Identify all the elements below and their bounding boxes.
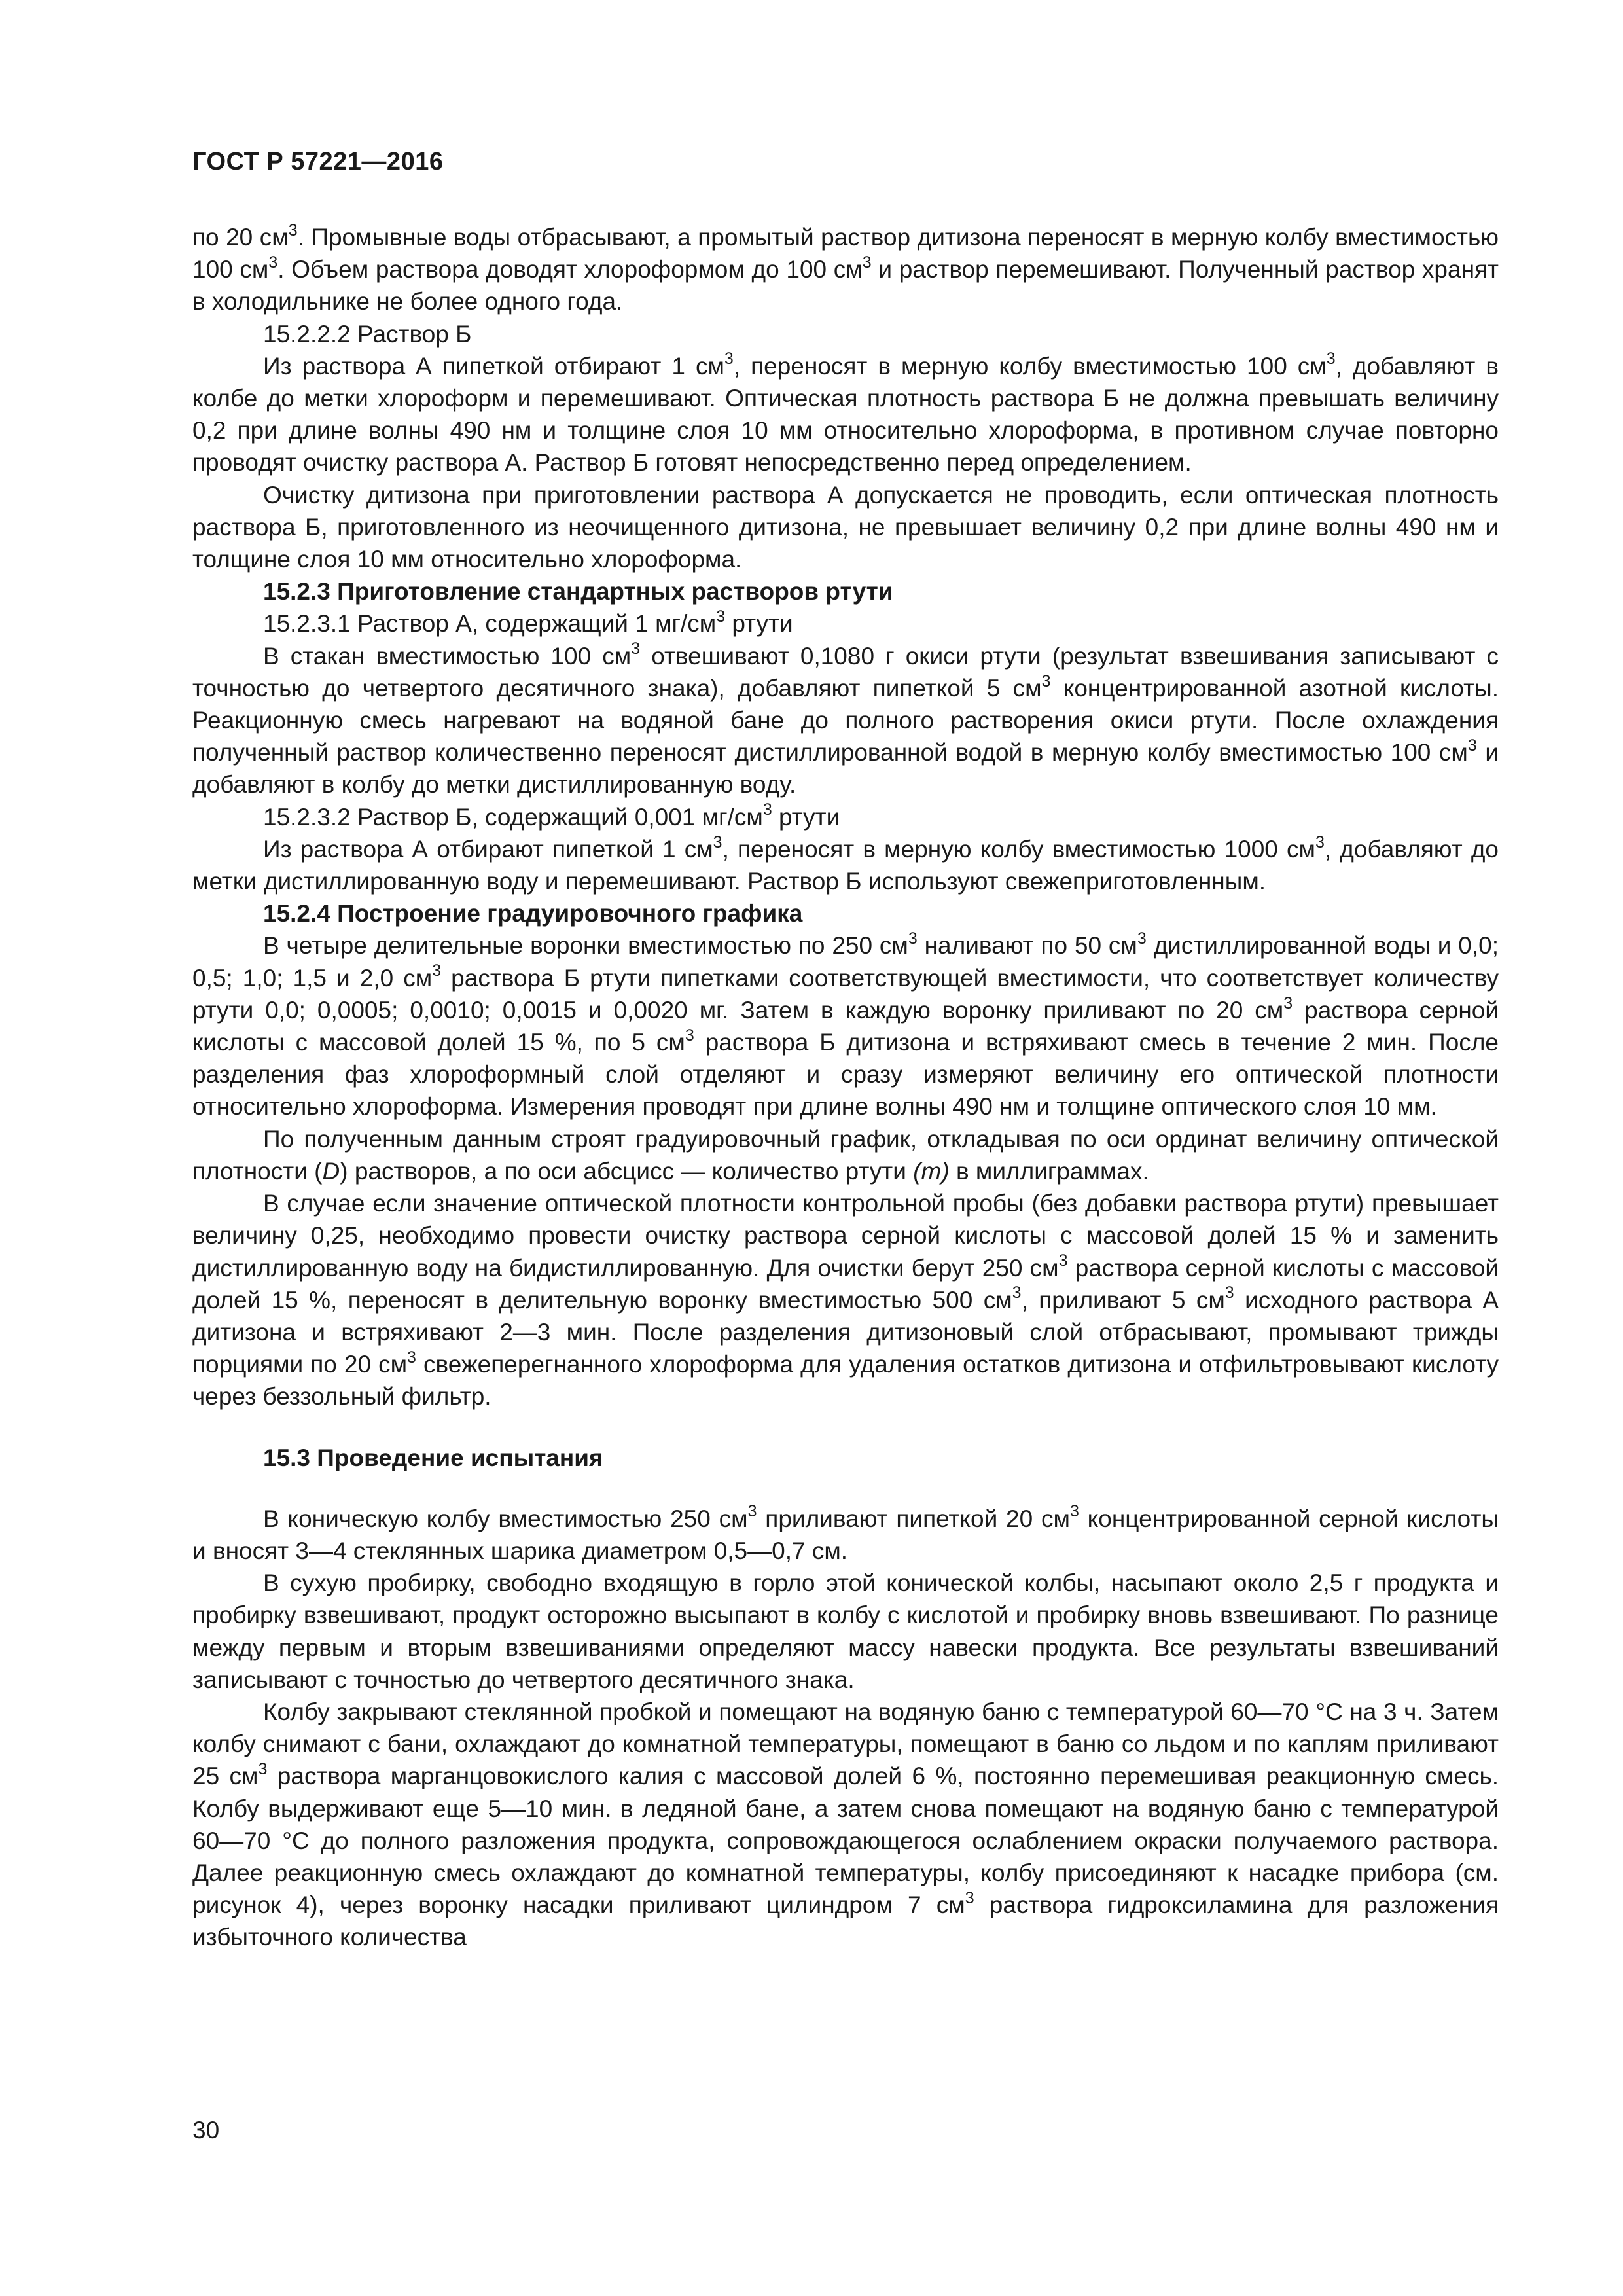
paragraph: 15.2.3.1 Раствор А, содержащий 1 $мг/см^3$ ртути [263, 607, 793, 637]
paragraph: По полученным данным строят градуировочный график, откладывая по оси ординат величину оптической плотности (D) растворов, а по оси абсцисс — количество ртути (m) в миллиграммах. [192, 1125, 1499, 1185]
paragraph: В случае если значение оптической плотности контрольной пробы (без добавки раствора ртути) превышает величину 0,25, необходимо провести очистку раствора серной кислоты с массовой долей 15 % и заменить дистиллированную воду на бидистиллированную. Для очистки берут 250 $см^3$ раствора серной кислоты с массовой долей 15 %, переносят в делительную воронку вместимостью 500 $см^3$, приливают 5 $см^3$ исходного раствора А дитизона и встряхивают 2—3 мин. После разделения дитизоновый слой отбрасывают, промывают трижды порциями по 20 $см^3$ свежеперегнанного хлороформа для удаления остатков дитизона и отфильтровывают кислоту через беззольный фильтр. [192, 1190, 1499, 1410]
paragraph: В стакан вместимостью 100 $см^3$ отвешивают 0,1080 г окиси ртути (результат взвешивания записывают с точностью до четвертого десятичного знака), добавляют пипеткой 5 $см^3$ концентрированной азотной кислоты. Реакционную смесь нагревают на водяной бане до полного растворения окиси ртути. После охлаждения полученный раствор количественно переносят дистиллированной водой в мерную колбу вместимостью 100 $см^3$ и добавляют в колбу до метки дистиллированную воду. [192, 639, 1499, 798]
paragraph: В сухую пробирку, свободно входящую в горло этой конической колбы, насыпают около 2,5 г продукта и пробирку взвешивают, продукт осторожно высыпают в колбу с кислотой и пробирку вновь взвешивают. По разнице между первым и вторым взвешиваниями определяют массу навески продукта. Все результаты взвешиваний записывают с точностью до четвертого десятичного знака. [192, 1570, 1499, 1693]
page-number: 30 [192, 2117, 220, 2144]
paragraph: Очистку дитизона при приготовлении раствора А допускается не проводить, если оптическая плотность раствора Б, приготовленного из неочищенного дитизона, не превышает величину 0,2 при длине волны 490 нм и толщине слоя 10 мм относительно хлороформа. [192, 481, 1499, 573]
paragraph: 15.2.3.2 Раствор Б, содержащий 0,001 $мг/см^3$ ртути [263, 800, 840, 831]
paragraph: Из раствора А отбирают пипеткой 1 $см^3$, переносят в мерную колбу вместимостью 1000 $см^3$, добавляют до метки дистиллированную воду и перемешивают. Раствор Б используют свежеприготовленным. [192, 833, 1499, 895]
subsection-heading: 15.2.3 Приготовление стандартных растворов ртути [263, 578, 893, 605]
standard-header: ГОСТ Р 57221—2016 [192, 148, 444, 175]
paragraph: Колбу закрывают стеклянной пробкой и помещают на водяную баню с температурой 60—70 °С на 3 ч. Затем колбу снимают с бани, охлаждают до комнатной температуры, помещают в баню со льдом и по каплям приливают 25 $см^3$ раствора марганцовокислого калия с массовой долей 6 %, постоянно перемешивая реакционную смесь. Колбу выдерживают еще 5—10 мин. в ледяной бане, а затем снова помещают на водяную баню с температурой 60—70 °С до полного разложения продукта, сопровождающегося ослаблением окраски получаемого раствора. Далее реакционную смесь охлаждают до комнатной температуры, колбу присоединяют к насадке прибора (см. рисунок 4), через воронку насадки приливают цилиндром 7 $см^3$ раствора гидроксиламина для разложения избыточного количества [192, 1698, 1499, 1951]
paragraph: В коническую колбу вместимостью 250 $см^3$ приливают пипеткой 20 $см^3$ концентрированной серной кислоты и вносят 3—4 стеклянных шарика диаметром 0,5—0,7 см. [192, 1502, 1499, 1564]
section-heading: 15.3 Проведение испытания [263, 1444, 603, 1471]
paragraph: по 20 $см^3$. Промывные воды отбрасывают, а промытый раствор дитизона переносят в мерную колбу вместимостью 100 $см^3$. Объем раствора доводят хлороформом до 100 $см^3$ и раствор перемешивают. Полученный раствор хранят в холодильнике не более одного года. [192, 221, 1499, 315]
paragraph: 15.2.2.2 Раствор Б [263, 320, 472, 348]
paragraph: В четыре делительные воронки вместимостью по 250 $см^3$ наливают по 50 $см^3$ дистиллированной воды и 0,0; 0,5; 1,0; 1,5 и 2,0 $см^3$ раствора Б ртути пипетками соответствующей вместимости, что соответствует количеству ртути 0,0; 0,0005; 0,0010; 0,0015 и 0,0020 мг. Затем в каждую воронку приливают по 20 $см^3$ раствора серной кислоты с массовой долей 15 %, по 5 $см^3$ раствора Б дитизона и встряхивают смесь в течение 2 мин. После разделения фаз хлороформный слой отделяют и сразу измеряют величину его оптической плотности относительно хлороформа. Измерения проводят при длине волны 490 нм и толщине оптического слоя 10 мм. [192, 929, 1499, 1121]
subsection-heading: 15.2.4 Построение градуировочного графика [263, 900, 803, 927]
paragraph: Из раствора А пипеткой отбирают 1 $см^3$, переносят в мерную колбу вместимостью 100 $см^3$, добавляют в колбе до метки хлороформ и перемешивают. Оптическая плотность раствора Б не должна превышать величину 0,2 при длине волны 490 нм и толщине слоя 10 мм относительно хлороформа, в противном случае повторно проводят очистку раствора А. Раствор Б готовят непосредственно перед определением. [192, 350, 1499, 476]
document-body [192, 221, 1499, 1954]
